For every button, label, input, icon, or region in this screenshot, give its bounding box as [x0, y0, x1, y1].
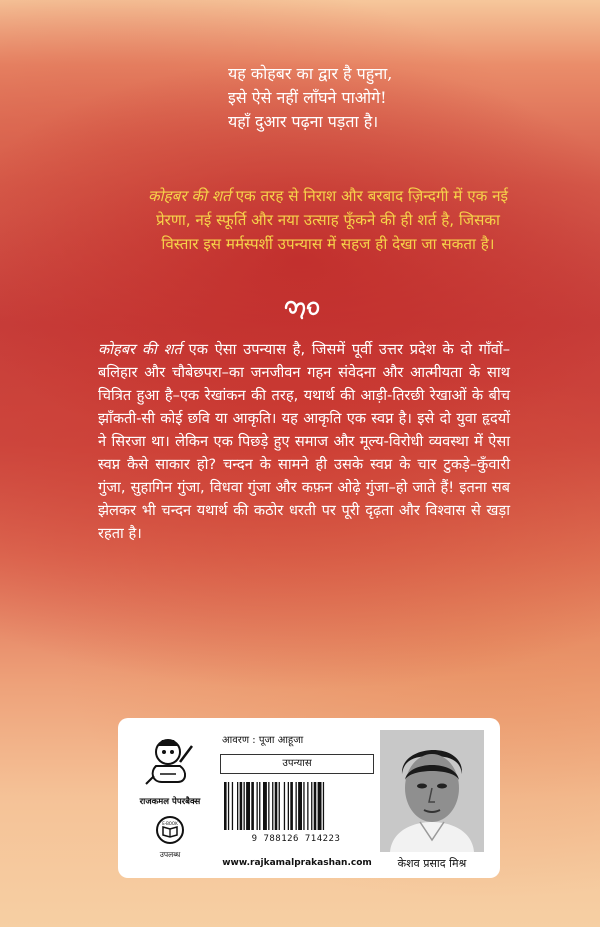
- ornament-icon: [282, 294, 322, 322]
- ebook-icon: [156, 816, 184, 844]
- barcode-bar: [257, 782, 258, 830]
- description-paragraph: [98, 338, 510, 545]
- barcode-bar: [244, 782, 245, 830]
- opening-verse: [228, 62, 568, 134]
- barcode: [220, 780, 372, 832]
- barcode-bar: [272, 782, 273, 830]
- blurb-text: एक तरह से निराश और बरबाद ज़िन्दगी में एक नई प्रेरणा, नई स्फूर्ति और नया उत्साह फूँकने की ही शर्त है, जिसका विस्तार इस मर्मस्पर्शी उपन्यास में सहज ही देखा जा सकता है।: [156, 187, 508, 253]
- barcode-bar: [224, 782, 227, 830]
- barcode-bar: [251, 782, 254, 830]
- barcode-bar: [311, 782, 312, 830]
- ebook-label: उपलब्ध: [159, 850, 181, 859]
- verse-line: यह कोहबर का द्वार है पहुना,: [228, 64, 393, 83]
- category-label: उपन्यास: [220, 754, 374, 774]
- barcode-bar: [284, 782, 285, 830]
- ebook-badge-text: E-BOOK: [162, 821, 178, 826]
- barcode-bar: [228, 782, 229, 830]
- blurb-paragraph: [148, 184, 508, 256]
- barcode-bar: [279, 782, 280, 830]
- barcode-bar: [298, 782, 302, 830]
- description-book-title: कोहबर की शर्त: [98, 341, 182, 358]
- publisher-logo-icon: [140, 732, 196, 790]
- description-text: एक ऐसा उपन्यास है, जिसमें पूर्वी उत्तर प्रदेश के दो गाँवों–बलिहार और चौबेछपरा–का जनजीवन गहन संवेदना और आत्मीयता के साथ चित्रित हुआ है–एक रेखांकन की तरह, यथार्थ की आड़ी-तिरछी रेखाओं के बीच झाँकती-सी कोई छवि या आकृति। यह आकृति एक स्वप्न है। इसे दो युवा हृदयों ने सिरजा था। लेकिन एक पिछड़े हुए समाज और मूल्य-विरोधी व्यवस्था में ऐसा स्वप्न कैसे साकार हो? चन्दन के सामने ही उसके स्वप्न के चार टुकड़े–कुँवारी गुंजा, सुहागिन गुंजा, विधवा गुंजा और कफ़न ओढ़े गुंजा–हो जाते हैं! इतना सब झेलकर भी चन्दन यथार्थ की कठोर धरती पर पूरी दृढ़ता और विश्वास से खड़ा रहता है।: [98, 341, 510, 542]
- barcode-bar: [303, 782, 304, 830]
- info-panel: [118, 718, 500, 878]
- barcode-bar: [237, 782, 238, 830]
- barcode-bar: [296, 782, 297, 830]
- barcode-bar: [240, 782, 243, 830]
- verse-line: यहाँ दुआर पढ़ना पड़ता है।: [228, 112, 379, 131]
- publisher-website: www.rajkamalprakashan.com: [222, 858, 372, 868]
- barcode-bar: [275, 782, 278, 830]
- author-portrait-icon: [380, 730, 484, 852]
- barcode-bar: [232, 782, 233, 830]
- publisher-name: राजकमल पेपरबैक्स: [139, 797, 201, 807]
- verse-line: इसे ऐसे नहीं लाँघने पाओगे!: [228, 88, 387, 107]
- author-name: केशव प्रसाद मिश्र: [397, 857, 467, 870]
- barcode-bar: [263, 782, 267, 830]
- barcode-bar: [323, 782, 324, 830]
- blurb-book-title: कोहबर की शर्त: [148, 187, 231, 205]
- barcode-bar: [314, 782, 317, 830]
- barcode-bar: [290, 782, 293, 830]
- isbn-number: 9 788126 714223: [251, 834, 341, 844]
- barcode-bar: [259, 782, 260, 830]
- barcode-bar: [246, 782, 250, 830]
- barcode-bar: [268, 782, 269, 830]
- barcode-bar: [307, 782, 308, 830]
- author-photo: [380, 730, 484, 852]
- barcode-bar: [318, 782, 322, 830]
- barcode-bar: [288, 782, 289, 830]
- cover-credit: आवरण : पूजा आहूजा: [222, 735, 304, 746]
